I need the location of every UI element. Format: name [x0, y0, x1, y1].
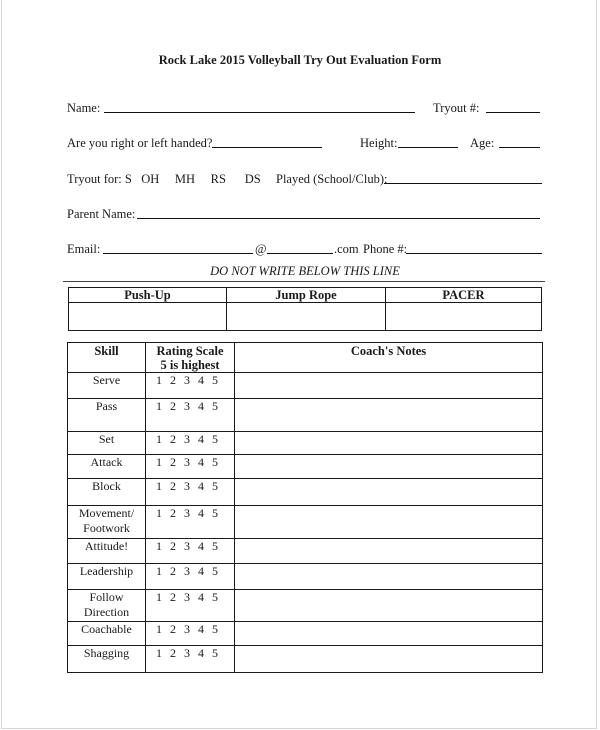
rating-header [146, 343, 235, 373]
skill-name: Shagging [68, 646, 146, 673]
tryout-number-field[interactable] [486, 112, 540, 113]
coach-notes-cell[interactable] [235, 564, 543, 590]
coach-notes-cell[interactable] [235, 590, 543, 622]
parent-name-label: Parent Name: [67, 207, 136, 221]
table-row [68, 432, 543, 455]
pacer-value-cell[interactable] [386, 303, 542, 331]
rating-scale[interactable]: 1 2 3 4 5 [146, 479, 235, 506]
table-row [68, 506, 543, 539]
skills-table [67, 342, 543, 673]
coach-notes-cell[interactable] [235, 373, 543, 399]
fitness-table [68, 287, 542, 331]
age-field[interactable] [499, 147, 540, 148]
pacer-header: PACER [386, 288, 542, 303]
rating-scale[interactable]: 1 2 3 4 5 [146, 432, 235, 455]
table-row [68, 455, 543, 479]
phone-field[interactable] [406, 253, 542, 254]
handed-label: Are you right or left handed? [67, 136, 213, 150]
email-user-field[interactable] [103, 253, 253, 254]
form-title: Rock Lake 2015 Volleyball Try Out Evaluation Form [158, 53, 442, 67]
table-row [68, 564, 543, 590]
played-field[interactable] [384, 183, 542, 184]
rating-scale[interactable]: 1 2 3 4 5 [146, 399, 235, 432]
rating-header-line1: Rating Scale [156, 344, 224, 358]
coach-notes-cell[interactable] [235, 455, 543, 479]
divider-line [63, 281, 545, 282]
height-label: Height: [360, 136, 398, 150]
coach-notes-cell[interactable] [235, 506, 543, 539]
table-row [68, 479, 543, 506]
table-row [68, 622, 543, 646]
rating-scale[interactable]: 1 2 3 4 5 [146, 373, 235, 399]
name-field[interactable] [104, 112, 415, 113]
skill-name: Pass [68, 399, 146, 432]
name-label: Name: [67, 101, 101, 115]
notes-header: Coach's Notes [235, 343, 543, 373]
coach-notes-cell[interactable] [235, 479, 543, 506]
table-row [68, 539, 543, 564]
age-label: Age: [470, 136, 495, 150]
handed-field[interactable] [212, 147, 322, 148]
rating-header-line2: 5 is highest [160, 358, 220, 372]
coach-notes-cell[interactable] [235, 399, 543, 432]
height-field[interactable] [398, 147, 458, 148]
dot-com-label: .com [334, 242, 359, 256]
pushup-value-cell[interactable] [69, 303, 227, 331]
email-domain-field[interactable] [267, 253, 333, 254]
jump-rope-header: Jump Rope [227, 288, 386, 303]
tryout-number-label: Tryout #: [433, 101, 480, 115]
tryout-for-positions[interactable]: Tryout for: S OH MH RS DS [67, 172, 261, 186]
skill-name: Leadership [68, 564, 146, 590]
skill-name: Attack [68, 455, 146, 479]
coach-notes-cell[interactable] [235, 539, 543, 564]
jump-rope-value-cell[interactable] [227, 303, 386, 331]
rating-scale[interactable]: 1 2 3 4 5 [146, 564, 235, 590]
phone-label: Phone #: [363, 242, 408, 256]
skill-name: Attitude! [68, 539, 146, 564]
at-sign: @ [255, 242, 267, 256]
skill-name: Serve [68, 373, 146, 399]
rating-scale[interactable]: 1 2 3 4 5 [146, 455, 235, 479]
rating-scale[interactable]: 1 2 3 4 5 [146, 622, 235, 646]
played-label: Played (School/Club): [276, 172, 388, 186]
parent-name-field[interactable] [137, 218, 540, 219]
table-row [68, 399, 543, 432]
table-row [68, 373, 543, 399]
rating-scale[interactable]: 1 2 3 4 5 [146, 506, 235, 539]
skill-name: Block [68, 479, 146, 506]
rating-scale[interactable]: 1 2 3 4 5 [146, 539, 235, 564]
skill-name: Movement/ Footwork [68, 506, 146, 539]
table-row [68, 646, 543, 673]
skill-name: Follow Direction [68, 590, 146, 622]
skill-name: Set [68, 432, 146, 455]
pushup-header: Push-Up [69, 288, 227, 303]
coach-notes-cell[interactable] [235, 622, 543, 646]
skill-header: Skill [68, 343, 146, 373]
email-label: Email: [67, 242, 101, 256]
rating-scale[interactable]: 1 2 3 4 5 [146, 590, 235, 622]
skill-name: Coachable [68, 622, 146, 646]
table-row [68, 590, 543, 622]
do-not-write-notice: DO NOT WRITE BELOW THIS LINE [210, 264, 400, 278]
coach-notes-cell[interactable] [235, 432, 543, 455]
rating-scale[interactable]: 1 2 3 4 5 [146, 646, 235, 673]
coach-notes-cell[interactable] [235, 646, 543, 673]
